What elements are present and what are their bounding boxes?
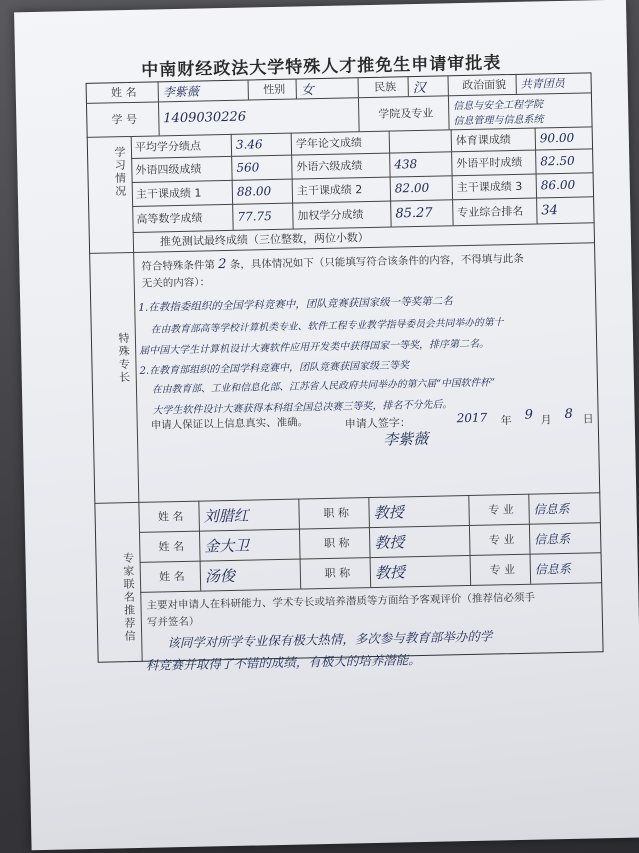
study-value-1: 3.46: [231, 133, 291, 156]
signer-label: 申请人签字：: [344, 416, 411, 431]
ethnic-value: 汉: [407, 75, 447, 96]
study-section-label: 学习情况: [112, 146, 127, 199]
expert-name-label: 姓 名: [159, 569, 185, 584]
study-label-2: 学年论文成绩: [291, 131, 389, 155]
school-value-line2: 信息管理与信息系统: [453, 114, 544, 128]
study-label-2: 外语六级成绩: [291, 153, 389, 179]
expert-major-label: 专 业: [469, 524, 530, 555]
expert-name-label: 姓 名: [157, 509, 184, 524]
study-value-2: 438: [389, 151, 451, 176]
study-label-1: 高等数学成绩: [136, 211, 203, 226]
guarantee-text: 申请人保证以上信息真实、准确。: [150, 416, 309, 432]
expert-name-label: 姓 名: [158, 539, 185, 554]
sign-day-value: 8: [564, 406, 574, 422]
talent-line-4: 2.在教育部组织的全国学科竞赛中，团队竞赛获国家级三等奖: [139, 360, 410, 377]
application-form-paper: [14, 0, 639, 850]
experts-note-line1: 主要对申请人在科研能力、学术专长或培养潜质等方面给予客观评价（推荐信必须手: [146, 591, 536, 612]
sign-day-label: 日: [582, 412, 594, 426]
expert-title-label: 职 称: [299, 527, 370, 558]
talent-line-5: 在由教育部、工业和信息化部、江苏省人民政府共同举办的第六届“中国软件杯”: [151, 377, 496, 396]
sign-year-label: 年: [500, 414, 512, 428]
name-label: 姓 名: [110, 85, 137, 100]
study-label-1: 平均学分绩点: [134, 139, 202, 154]
school-value: [448, 92, 593, 129]
political-label: 政治面貌: [447, 74, 515, 95]
talent-line-3: 届中国大学生计算机设计大赛软件应用开发类中获得国家一等奖，排序第二名。: [139, 338, 490, 357]
study-value-3: 86.00: [536, 172, 594, 197]
experts-section-label: 专家联名推荐信: [121, 552, 137, 644]
experts-note-line2: 写并签名）: [146, 615, 200, 629]
talent-line-2: 在由教育部高等学校计算机类专业、软件工程专业教学指导委员会共同举办的第十: [150, 317, 504, 336]
study-value-2: 82.00: [390, 175, 452, 200]
expert-name: 汤俊: [200, 559, 301, 591]
study-value-1: 560: [231, 155, 291, 180]
study-label-1: 主干课成绩 1: [135, 186, 202, 201]
expert-major: 信息系: [530, 552, 603, 584]
expert-title: 教授: [368, 495, 469, 527]
sign-month-label: 月: [540, 413, 552, 427]
expert-major-label: 专 业: [468, 494, 529, 525]
final-score-label: 推免测试最终成绩（三位整数，两位小数）: [133, 222, 595, 252]
ethnic-label: 民族: [357, 76, 407, 97]
political-value: 共青团员: [515, 72, 591, 94]
talent-intro-part2: 条，具体情况如下（只能填写符合该条件的内容，不得填与此条: [229, 252, 524, 271]
study-value-3: 90.00: [535, 126, 593, 149]
expert-title-label: 职 称: [300, 557, 371, 588]
study-value-3: 34: [536, 196, 595, 223]
study-value-1: 88.00: [232, 179, 292, 204]
talent-line-1: 1.在教指委组织的全国学科竞赛中，团队竞赛获国家级一等奖第二名: [138, 295, 453, 314]
school-label: 学院及专业: [358, 95, 449, 131]
expert-name: 刘腊红: [198, 499, 299, 531]
study-value-2: [389, 129, 451, 152]
study-label-3: 专业综合排名: [452, 198, 537, 226]
signer-signature: 李紫薇: [382, 429, 429, 449]
study-value-2: 85.27: [390, 199, 453, 226]
expert-name: 金大卫: [199, 529, 300, 561]
talent-intro-num: 2: [218, 257, 227, 273]
study-label-3: 主干课成绩 3: [452, 174, 536, 200]
gender-value: 女: [296, 77, 358, 98]
expert-major: 信息系: [529, 522, 602, 554]
id-label: 学 号: [111, 112, 138, 127]
school-value-line1: 信息与安全工程学院: [453, 99, 544, 113]
study-label-3: 外语平时成绩: [451, 150, 535, 176]
expert-comment-line2: 科竞赛并取得了不错的成绩，有极大的培养潜能。: [145, 652, 421, 673]
talent-intro-part3: 无关的内容）：: [141, 276, 211, 290]
talent-section-label: 特殊专长: [116, 332, 131, 385]
expert-major: 信息系: [528, 492, 601, 524]
gender-label: 性别: [248, 79, 296, 100]
expert-comment-line1: 该同学对所学专业保有极大热情，多次参与教育部举办的学: [167, 628, 493, 651]
expert-title-label: 职 称: [298, 497, 369, 528]
talent-line-6: 大学生软件设计大赛获得本科组全国总决赛三等奖，排名不分先后。: [152, 399, 453, 417]
name-value: 李紫薇: [158, 80, 248, 102]
sign-year-value: 2017: [456, 410, 488, 426]
sign-month-value: 9: [524, 407, 534, 423]
expert-title: 教授: [369, 525, 470, 557]
study-label-3: 体育课成绩: [451, 128, 535, 152]
talent-intro-part1: 符合特殊条件第: [141, 259, 216, 273]
form-title: 中南财经政法大学特殊人才推免生申请审批表: [141, 53, 502, 81]
expert-major-label: 专 业: [470, 554, 531, 585]
study-value-3: 82.50: [535, 148, 593, 173]
study-label-2: 主干课成绩 2: [292, 177, 390, 203]
study-label-2: 加权学分成绩: [292, 201, 391, 229]
expert-title: 教授: [370, 555, 471, 587]
id-value: 1409030226: [158, 97, 359, 135]
study-label-1: 外语四级成绩: [135, 162, 202, 177]
study-value-1: 77.75: [232, 203, 293, 230]
